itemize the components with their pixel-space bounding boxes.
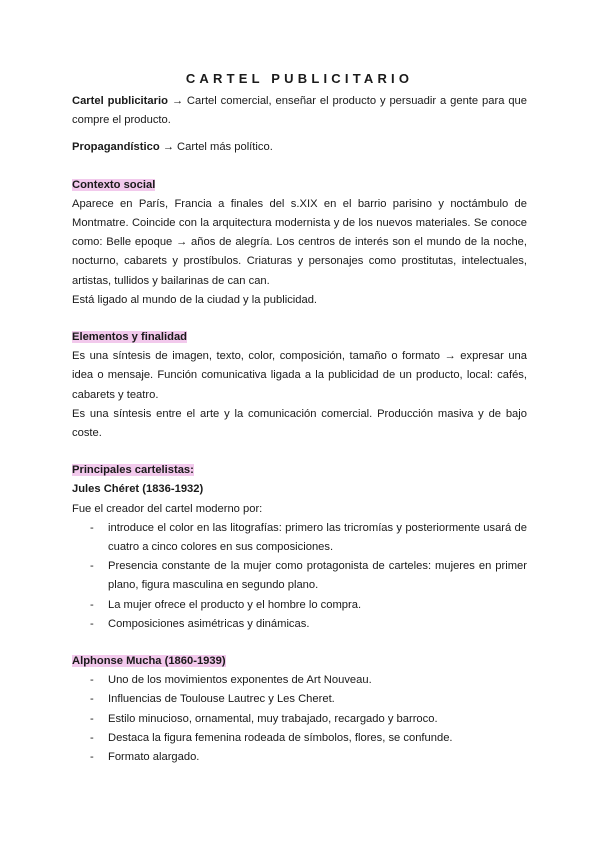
list-item: - Destaca la figura femenina rodeada de símbolos, flores, se confunde. — [72, 729, 527, 748]
document-page — [72, 70, 527, 767]
list-item: - Influencias de Toulouse Lautrec y Les Cheret. — [72, 690, 527, 709]
paragraph: Es una síntesis entre el arte y la comunicación comercial. Producción masiva y de bajo coste. — [72, 407, 527, 440]
list-item: - introduce el color en las litografías: primero las tricromías y posteriormente usará de cuatro a cinco colores en sus composiciones. — [72, 519, 527, 557]
definition: → Cartel más político. — [159, 141, 273, 154]
paragraph: Es una síntesis de imagen, texto, color, composición, tamaño o formato → expresar una idea o mensaje. Función comunicativa ligada a la publicidad de un producto, local: cafés, cabarets y teatro. — [72, 350, 527, 401]
mucha-list — [72, 671, 527, 767]
page-title: CARTEL PUBLICITARIO — [185, 71, 414, 86]
section-heading-cartelistas: Principales cartelistas: — [72, 464, 194, 477]
list-item: - Presencia constante de la mujer como protagonista de carteles: mujeres en primer plano, figura masculina en segundo plano. — [72, 557, 527, 595]
term: Propagandístico — [72, 141, 160, 154]
term: Cartel publicitario — [72, 95, 168, 107]
intro-propagandistico — [72, 138, 527, 157]
artist-name-mucha: Alphonse Mucha (1860-1939) — [72, 655, 226, 668]
list-item: - Estilo minucioso, ornamental, muy trabajado, recargado y barroco. — [72, 710, 527, 729]
list-item: - La mujer ofrece el producto y el hombre lo compra. — [72, 596, 527, 615]
paragraph: Aparece en París, Francia a finales del s.XIX en el barrio parisino y noctámbulo de Montmatre. Coincide con la arquitectura modernista y de los nuevos materiales. Se conoce como: Belle epoque → años de alegría. Los centros de interés son el mundo de la noche, nocturno, cabarets y prostíbulos. Criaturas y personajes como prostitutas, intelectuales, artistas, tullidos y bailarinas de can can. — [72, 197, 527, 287]
section-heading-elementos: Elementos y finalidad — [72, 331, 188, 344]
list-item: - Formato alargado. — [72, 748, 527, 767]
intro-cartel-publicitario — [72, 92, 527, 130]
definition: → Cartel comercial, enseñar el producto y persuadir a gente para que compre el producto. — [72, 95, 527, 127]
list-item: - Uno de los movimientos exponentes de Art Nouveau. — [72, 671, 527, 690]
paragraph: Está ligado al mundo de la ciudad y la publicidad. — [72, 293, 318, 306]
section-heading-contexto: Contexto social — [72, 178, 156, 191]
artist-name-cheret: Jules Chéret (1836-1932) — [72, 483, 204, 496]
list-item: - Composiciones asimétricas y dinámicas. — [72, 615, 527, 634]
cheret-list — [72, 519, 527, 634]
paragraph: Fue el creador del cartel moderno por: — [72, 502, 263, 515]
